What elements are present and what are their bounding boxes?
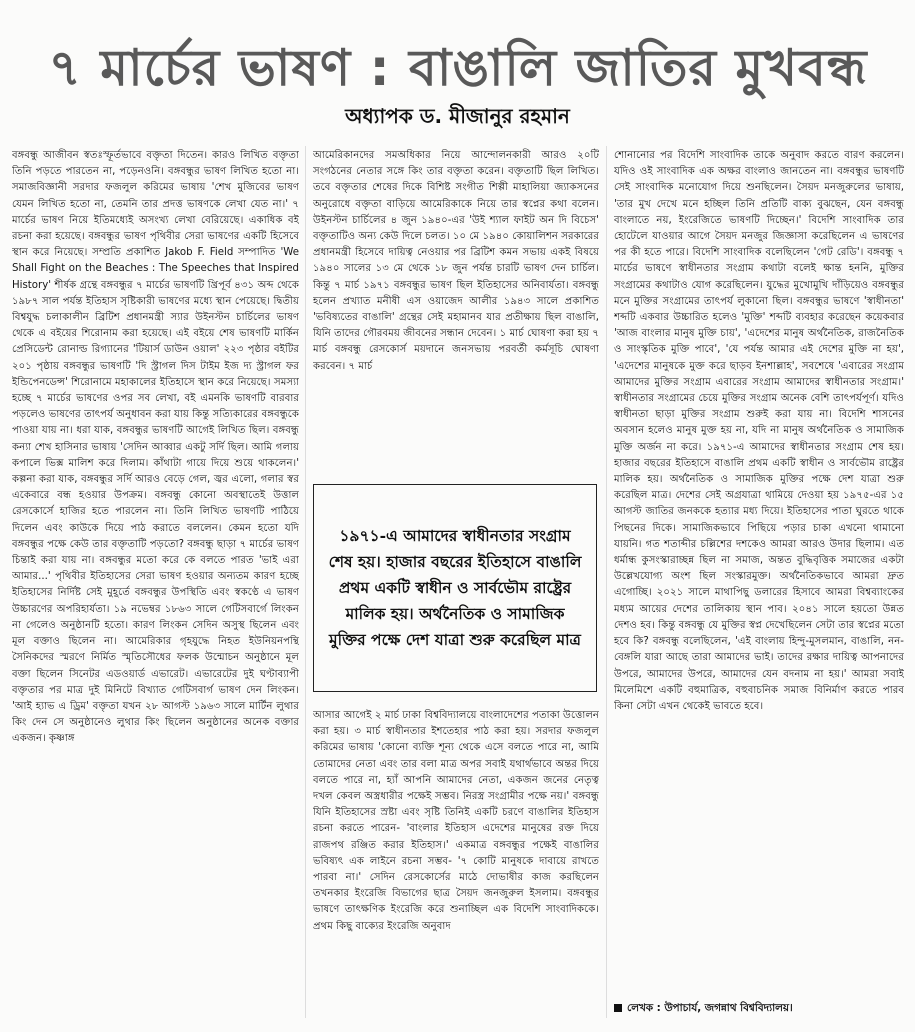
pull-quote-text: ১৯৭১-এ আমাদের স্বাধীনতার সংগ্রাম শেষ হয়। হাজার বছরের ইতিহাসে বাঙালি প্রথম একটি স্বাধীন ও সার্বভৌম রাষ্ট্রের মালিক হয়। অর্থনৈতিক ও সামাজিক মুক্তির পক্ষে দেশ যাত্রা শুরু করেছিল মাত্র [328, 526, 582, 649]
column-2-bottom-text: আসার আগেই ২ মার্চ ঢাকা বিশ্ববিদ্যালয়ে বাংলাদেশের পতাকা উত্তোলন করা হয়। ৩ মার্চ স্বাধীনতার ইশতেহার পাঠ করা হয়। সরদার ফজলুল করিমের ভাষায় 'কোনো ব্যক্তি শূন্য থেকে এসে বলতে পারে না, আমি তোমাদের নেতা এবং তার বলা মাত্র অপর সবাই যথার্থভাবে অন্তর দিয়ে বলতে পারে না, হ্যাঁ আপনি আমাদের নেতা, একজন জনের নেতৃত্ব দখল কেবল অস্ত্রধারীর পক্ষেই সম্ভব। নিরস্ত্র সংগ্রামীর পক্ষে নয়।' বঙ্গবন্ধু যিনি ইতিহাসের স্রষ্টা এবং সৃষ্টি তিনিই একটি চরণে বাঙালির ইতিহাস রচনা করতে পারেন- 'বাংলার ইতিহাস এদেশের মানুষের রক্ত দিয়ে রাজপথ রঞ্জিত করার ইতিহাস।' একমাত্র বঙ্গবন্ধুর পক্ষেই বাঙালির ভবিষ্যৎ এক লাইনে রচনা সম্ভব- '৭ কোটি মানুষকে দাবায়ে রাখতে পারবা না।' সেদিন রেসকোর্সের মাঠে দোভাষীর কাজ করছিলেন তখনকার ইংরেজি বিভাগের ছাত্র সৈয়দ জনজুরুল ইসলাম। বঙ্গবন্ধুর ভাষণে তাৎক্ষণিক ইংরেজি করে শুনাচ্ছিল এক বিদেশি সাংবাদিককে। প্রথম কিছু বাক্যের ইংরেজি অনুবাদ [313, 710, 599, 932]
column-1-text: বঙ্গবন্ধু আজীবন স্বতঃস্ফূর্তভাবে বক্তৃতা দিতেন। কারও লিখিত বক্তৃতা তিনি পড়তে পারতেন না, পড়েনওনি। বঙ্গবন্ধুর ভাষণ লিখিত হতো না। সমাজবিজ্ঞানী সরদার ফজলুল করিমের ভাষায় 'শেখ মুজিবের ভাষণ যেমন লিখিত হতো না, তেমনি তার প্রদত্ত ভাষণকে লেখা যেত না।' ৭ মার্চের ভাষণ নিয়ে ইতিমধ্যেই অসংখ্য লেখা বেরিয়েছে। একাধিক বই রচনা করা হয়েছে। বঙ্গবন্ধুর ভাষণ পৃথিবীর সেরা ভাষণের একটি হিসেবে স্থান করে নিয়েছে। সম্প্রতি প্রকাশিত Jakob F. Field সম্পাদিত 'We Shall Fight on the Beaches : The Speeches that Inspired History' শীর্ষক গ্রন্থে বঙ্গবন্ধুর ৭ মার্চের ভাষণটি খ্রিপূর্ব ৪৩১ অব্দ থেকে ১৯৮৭ সাল পর্যন্ত ইতিহাস সৃষ্টিকারী ভাষণের মধ্যে স্থান পেয়েছে। দ্বিতীয় বিশ্বযুদ্ধ চলাকালীন ব্রিটিশ প্রধানমন্ত্রী স্যার উইনস্টন চার্চিলের ভাষণ থেকে এ বইয়ের শিরোনাম করা হয়েছে। এই বইয়ে শেষ ভাষণটি মার্কিন প্রেসিডেন্ট রোনাল্ড রিগ্যানের 'টিয়ার্স ডাউন ওয়াল' ২২৩ পৃষ্ঠার বইটির ২০১ পৃষ্ঠায় বঙ্গবন্ধুর ভাষণটি 'দি স্ট্রাগল দিস টাইম ইজ দ্য স্ট্রাগল ফর ইন্ডিপেনডেন্স' শিরোনামে মহাকালের ইতিহাসে স্থান করে নিয়েছে। সমস্যা হচ্ছে ৭ মার্চের ভাষণের ওপর সব লেখা, বই এমনকি ভাষণটি বারবার পড়লেও ভাষণের তাৎপর্য অনুধাবন করা যায় কিন্তু সত্যিকারের বঙ্গবন্ধুকে পাওয়া যায় না। ধরা যাক, বঙ্গবন্ধুর ভাষণটি আগেই লিখিত ছিল। বঙ্গবন্ধু কন্যা শেখ হাসিনার ভাষায় 'সেদিন আব্বার একটু সর্দি ছিল। আমি গলায় কপালে ভিক্স মালিশ করে দিলাম। কাঁথাটা গায়ে দিয়ে শুয়ে থাকলেন।' কল্পনা করা যাক, বঙ্গবন্ধুর সর্দি আরও বেড়ে গেল, জ্বর এলো, গলার স্বর একেবারে বন্ধ হওয়ার উপক্রম। বঙ্গবন্ধু কোনো অবস্থাতেই উত্তাল রেসকোর্সে হাজির হতে পারলেন না। তিনি লিখিত ভাষণটি পাঠিয়ে দিলেন এবং কাউকে দিয়ে পাঠ করাতে বললেন। কেমন হতো যদি বঙ্গবন্ধুর পক্ষে কেউ তার বক্তৃতাটি পড়তো? বঙ্গবন্ধু ছাড়া ৭ মার্চের ভাষণ চিন্তাই করা যায় না। বঙ্গবন্ধুর মতো করে কে বলতে পারত 'ভাই এরা আমার...' পৃথিবীর ইতিহাসের সেরা ভাষণ হওয়ার অন্যতম কারণ হচ্ছে ইতিহাসের নির্দিষ্ট সেই মুহূর্তে বঙ্গবন্ধুর উপস্থিতি এবং স্বকণ্ঠে এ ভাষণ উচ্চারণের অপরিহার্যতা। ১৯ নভেম্বর ১৮৬৩ সালে গেটিসবার্গে লিংকন না গেলেও অনুষ্ঠানটি হতো। কারণ লিংকন সেদিন অসুস্থ ছিলেন এবং মূল বক্তাও ছিলেন না। আমেরিকার গৃহযুদ্ধে নিহত ইউনিয়নপন্থি সৈনিকদের স্মরণে নির্মিত স্মৃতিসৌধের ফলক উন্মোচন অনুষ্ঠানে মূল বক্তা ছিলেন সিনেটর এডওয়ার্ড এভারেট। এভারেটের দুই ঘণ্টাব্যাপী বক্তৃতার পর মাত্র দুই মিনিটে বিখ্যাত গেটিসবার্গ ভাষণ দেন লিংকন। 'আই হ্যাভ এ ড্রিম' বক্তৃতা যখন ২৮ আগস্ট ১৯৬৩ সালে মার্টিন লুথার কিং দেন সে অনুষ্ঠানেও লুথার কিং ছিলেন অনুষ্ঠানের অনেক বক্তার একজন। কৃষ্ণাঙ্গ [12, 150, 299, 745]
article-column-2-top [313, 148, 599, 476]
column-divider [305, 146, 306, 1018]
column-divider [606, 146, 607, 1018]
column-2-top-text: আমেরিকানদের সমঅধিকার নিয়ে আন্দোলনকারী আরও ২০টি সংগঠনের নেতার সঙ্গে কিং তার বক্তৃতা করেন। বক্তৃতাটি ছিল লিখিত। তবে বক্তৃতার শেষের দিকে বিশিষ্ট সংগীত শিল্পী মাহালিয়া জ্যাকসনের অনুরোধে বক্তৃতা বাড়িয়ে আমেরিকাকে নিয়ে তার স্বপ্নের কথা বলেন। উইনস্টন চার্চিলের ৪ জুন ১৯৪০-এর 'উই শ্যাল ফাইট অন দি বিচেস' বক্তৃতাটিও অন্য কেউ দিলে চলত। ১০ মে ১৯৪০ কোয়ালিশন সরকারের প্রধানমন্ত্রী হিসেবে দায়িত্ব নেওয়ার পর ব্রিটিশ কমন সভায় একই বিষয়ে ১৯৪০ সালের ১৩ মে থেকে ১৮ জুন পর্যন্ত চারটি ভাষণ দেন চার্চিল। কিন্তু ৭ মার্চ ১৯৭১ বঙ্গবন্ধুর ভাষণ ছিল ইতিহাসের অনিবার্যতা। বঙ্গবন্ধু হলেন প্রখ্যাত মনীষী এস ওয়াজেদ আলীর ১৯৪৩ সালে প্রকাশিত 'ভবিষ্যতের বাঙালি' গ্রন্থের সেই মহামানব যার প্রতীক্ষায় ছিল বাঙালি, যিনি তাদের গৌরবময় জীবনের সন্ধান দেবেন। ১ মার্চ ঘোষণা করা হয় ৭ মার্চ বঙ্গবন্ধু রেসকোর্স ময়দানে জনসভায় পরবর্তী কর্মসূচি ঘোষণা করবেন। ৭ মার্চ [313, 150, 599, 372]
article-column-1 [12, 148, 299, 1020]
author-note [614, 1000, 909, 1016]
article-column-3 [614, 148, 904, 1014]
column-3-text: শোনানোর পর বিদেশি সাংবাদিক তাকে অনুবাদ করতে বারণ করলেন। যদিও ওই সাংবাদিক এক অক্ষর বাংলাও জানতেন না। বঙ্গবন্ধুর ভাষণটি সেই সাংবাদিক মনোযোগ দিয়ে শুনছিলেন। সৈয়দ মনজুরুলের ভাষায়, 'তার মুখ দেখে মনে হচ্ছিল তিনি প্রতিটি বাক্য বুঝছেন, যেন বঙ্গবন্ধু বাংলাতে নয়, ইংরেজিতে ভাষণটি দিচ্ছেন।' বিদেশি সাংবাদিক তার হোটেলে যাওয়ার আগে সৈয়দ মনজুর জিজ্ঞাসা করেছিলেন এ ভাষণের পর কী হতে পারে। বিদেশি সাংবাদিক বলেছিলেন 'গেট রেডি'। বঙ্গবন্ধু ৭ মার্চের ভাষণে স্বাধীনতার সংগ্রাম কথাটা বলেই ক্ষান্ত হননি, মুক্তির সংগ্রামের কথাটাও যোগ করেছিলেন। যুদ্ধের মুখোমুখি দাঁড়িয়েও বঙ্গবন্ধুর মনে মুক্তির সংগ্রামের তাৎপর্য লুকানো ছিল। বঙ্গবন্ধুর ভাষণে 'স্বাধীনতা' শব্দটি একবার উচ্চারিত হলেও 'মুক্তি' শব্দটি ব্যবহার করেছেন কয়েকবার 'আজ বাংলার মানুষ মুক্তি চায়', 'এদেশের মানুষ অর্থনৈতিক, রাজনৈতিক ও সাংস্কৃতিক মুক্তি পাবে', 'যে পর্যন্ত আমার এই দেশের মুক্তি না হয়', 'এদেশের মানুষকে মুক্ত করে ছাড়ব ইনশাল্লাহ', সবশেষে 'এবারের সংগ্রাম আমাদের মুক্তির সংগ্রাম এবারের সংগ্রাম আমাদের স্বাধীনতার সংগ্রাম।' স্বাধীনতার সংগ্রামের চেয়ে মুক্তির সংগ্রাম অনেক বেশি তাৎপর্যপূর্ণ। যদিও স্বাধীনতা ছাড়া মুক্তির সংগ্রাম শুরুই করা যায় না। বিদেশি শাসনের অবসান হলেও মানুষ মুক্ত হয় না, যদি না মানুষ অর্থনৈতিক ও সামাজিক মুক্তি অর্জন না করে। ১৯৭১-এ আমাদের স্বাধীনতার সংগ্রাম শেষ হয়। হাজার বছরের ইতিহাসে বাঙালি প্রথম একটি স্বাধীন ও সার্বভৌম রাষ্ট্রের মালিক হয়। অর্থনৈতিক ও সামাজিক মুক্তির পক্ষে দেশ যাত্রা শুরু করেছিল মাত্র। দেশের সেই অগ্রযাত্রা থামিয়ে দেওয়া হয় ১৯৭৫-এর ১৫ আগস্ট জাতির জনককে হত্যার মধ্য দিয়ে। ইতিহাসের পাতা ঘুরতে থাকে পিছনের দিকে। সামাজিকভাবে পিছিয়ে পড়ার চাকা এখনো থামানো যায়নি। গত শতাব্দীর চল্লিশের দশকেও আমরা আরও উদার ছিলাম। এত ধর্মান্ধ কুসংস্কারাচ্ছন্ন ছিল না সমাজ, অন্তত বুদ্ধিবৃত্তিক সমাজের একটা উল্লেখযোগ্য অংশ ছিল সংস্কারমুক্ত। অর্থনৈতিকভাবে আমরা দ্রুত এগোচ্ছি। ২০২১ সালে মাথাপিছু ডলারের হিসাবে আমরা বিশ্বব্যাংকের মধ্যম আয়ের দেশের তালিকায় স্থান পাব। ২০৪১ সালে হয়তো উন্নত দেশও হব। কিন্তু বঙ্গবন্ধু যে মুক্তির স্বপ্ন দেখেছিলেন সেটা তার স্বপ্নের মতো হবে কি? বঙ্গবন্ধু বলেছিলেন, 'এই বাংলায় হিন্দু-মুসলমান, বাঙালি, নন-বেঙ্গলি যারা আছে তারা আমাদের ভাই। তাদের রক্ষার দায়িত্ব আপনাদের উপরে, আমাদের উপরে, আমাদের যেন বদনাম না হয়।' আমরা সবাই মিলেমিশে একটি বহুমাত্রিক, বহুবাচনিক সমাজ বিনির্মাণ করতে পারব কিনা সেটা এখন থেকেই ভাবতে হবে। [614, 150, 904, 712]
article-byline: অধ্যাপক ড. মীজানুর রহমান [345, 104, 570, 128]
bullet-square-icon [614, 1004, 622, 1012]
article-headline: ৭ মার্চের ভাষণ : বাঙালি জাতির মুখবন্ধ [48, 39, 868, 97]
article-column-2-bottom [313, 708, 599, 1020]
pull-quote-box [313, 484, 597, 692]
author-note-text: লেখক : উপাচার্য, জগন্নাথ বিশ্ববিদ্যালয়। [627, 1002, 793, 1014]
